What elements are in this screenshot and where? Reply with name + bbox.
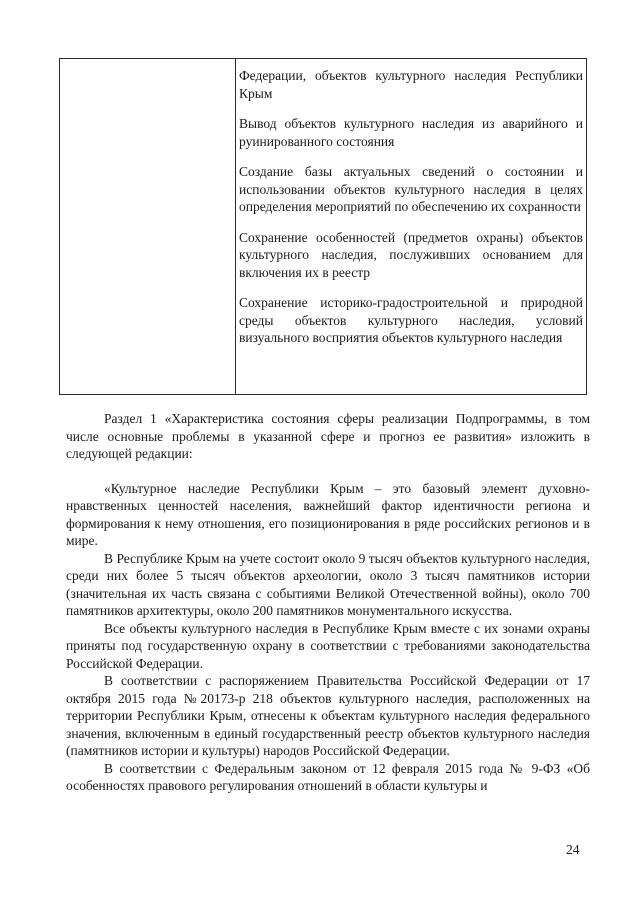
table-column-divider: [235, 59, 236, 394]
paragraph: В соответствии с распоряжением Правительства Российской Федерации от 17 октября 2015 года №20173-р 218 объектов культурного наследия, расположенных на территории Республики Крым, отнесены к объектам культурного наследия федерального значения, включенным в единый государственный реестр объектов культурного наследия (памятников истории и культуры) народов Российской Федерации.: [66, 673, 590, 758]
table-measure-item: Федерации, объектов культурного наследия Республики Крым: [239, 68, 583, 101]
paragraph: Все объекты культурного наследия в Республике Крым вместе с их зонами охраны приняты под государственную охрану в соответствии с требованиями законодательства Российской Федерации.: [66, 620, 590, 671]
page-number: 24: [566, 842, 580, 857]
paragraph: «Культурное наследие Республики Крым – это базовый элемент духовно-нравственных ценностей населения, важнейший фактор идентичности региона и формирования к нему отношения, его позиционирования в ряде российских регионов и в мире.: [66, 480, 590, 548]
paragraph-section-intro: Раздел 1 «Характеристика состояния сферы реализации Подпрограммы, в том числе основные проблемы в указанной сфере и прогноз ее развития» изложить в следующей редакции:: [66, 411, 590, 461]
table-measure-item: Сохранение историко-градостроительной и природной среды объектов культурного наследия, условий визуального восприятия объектов культурного наследия: [239, 295, 583, 345]
paragraph: В соответствии с Федеральным законом от 12 февраля 2015 года № 9-ФЗ «Об особенностях правового регулирования отношений в области культуры и: [66, 760, 590, 793]
table-measure-item: Вывод объектов культурного наследия из аварийного и руинированного состояния: [239, 116, 583, 149]
paragraph: В Республике Крым на учете состоит около 9 тысяч объектов культурного наследия, среди них более 5 тысяч объектов археологии, около 3 тысяч памятников истории (значительная их часть связана с событиями Великой Отечественной войны), около 700 памятников архитектуры, около 200 памятников монументального искусства.: [66, 550, 590, 618]
table-measure-item: Создание базы актуальных сведений о состоянии и использовании объектов культурного наследия в целях определения мероприятий по обеспечению их сохранности: [239, 164, 583, 214]
document-body: [66, 410, 590, 795]
measures-table: [59, 58, 587, 395]
table-cell-measures: [239, 67, 583, 360]
table-measure-item: Сохранение особенностей (предметов охраны) объектов культурного наследия, послуживших основанием для включения их в реестр: [239, 229, 583, 280]
